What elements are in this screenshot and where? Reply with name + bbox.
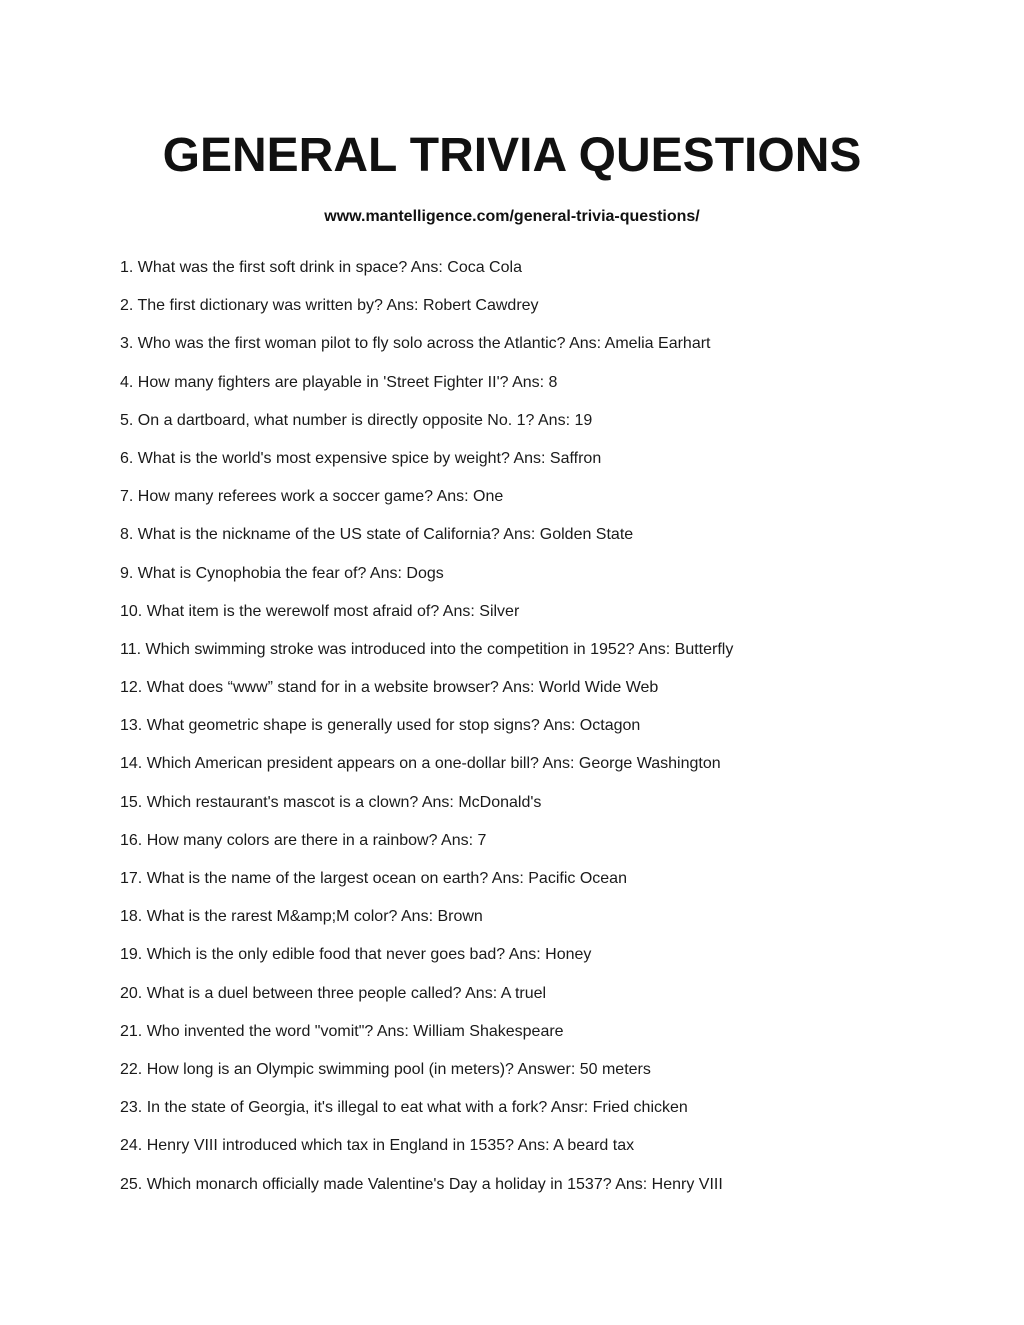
question-item: 18. What is the rarest M&amp;M color? Ans: Brown [120,908,483,926]
question-item: 8. What is the nickname of the US state of California? Ans: Golden State [120,526,634,544]
question-item: 5. On a dartboard, what number is directly opposite No. 1? Ans: 19 [120,411,593,429]
question-item: 3. Who was the first woman pilot to fly solo across the Atlantic? Ans: Amelia Earhart [120,335,711,353]
question-item: 23. In the state of Georgia, it's illegal to eat what with a fork? Ansr: Fried chicken [120,1099,688,1117]
question-item: 6. What is the world's most expensive spice by weight? Ans: Saffron [120,449,602,467]
source-url: www.mantelligence.com/general-trivia-questions/ [324,208,700,225]
question-item: 24. Henry VIII introduced which tax in England in 1535? Ans: A beard tax [120,1137,635,1155]
question-item: 1. What was the first soft drink in space? Ans: Coca Cola [120,259,522,276]
question-item: 4. How many fighters are playable in 'Street Fighter II'? Ans: 8 [120,373,558,391]
question-item: 12. What does “www” stand for in a website browser? Ans: World Wide Web [120,679,659,697]
question-item: 21. Who invented the word "vomit"? Ans: William Shakespeare [120,1022,564,1040]
question-item: 11. Which swimming stroke was introduced into the competition in 1952? Ans: Butterfly [120,640,734,658]
question-item: 19. Which is the only edible food that never goes bad? Ans: Honey [120,946,592,964]
question-item: 10. What item is the werewolf most afraid of? Ans: Silver [120,602,520,620]
question-item: 2. The first dictionary was written by? Ans: Robert Cawdrey [120,297,539,315]
question-list [120,257,960,1212]
question-item: 9. What is Cynophobia the fear of? Ans: Dogs [120,564,444,582]
question-item: 17. What is the name of the largest ocean on earth? Ans: Pacific Ocean [120,870,627,887]
page-title: GENERAL TRIVIA QUESTIONS [162,129,862,182]
question-item: 16. How many colors are there in a rainbow? Ans: 7 [120,831,487,849]
question-item: 25. Which monarch officially made Valentine's Day a holiday in 1537? Ans: Henry VIII [120,1175,723,1193]
question-item: 14. Which American president appears on a one-dollar bill? Ans: George Washington [120,755,721,773]
question-item: 7. How many referees work a soccer game? Ans: One [120,488,504,506]
question-item: 13. What geometric shape is generally used for stop signs? Ans: Octagon [120,717,641,735]
question-item: 22. How long is an Olympic swimming pool (in meters)? Answer: 50 meters [120,1060,651,1078]
question-item: 15. Which restaurant's mascot is a clown? Ans: McDonald's [120,793,542,811]
question-item: 20. What is a duel between three people called? Ans: A truel [120,984,547,1002]
